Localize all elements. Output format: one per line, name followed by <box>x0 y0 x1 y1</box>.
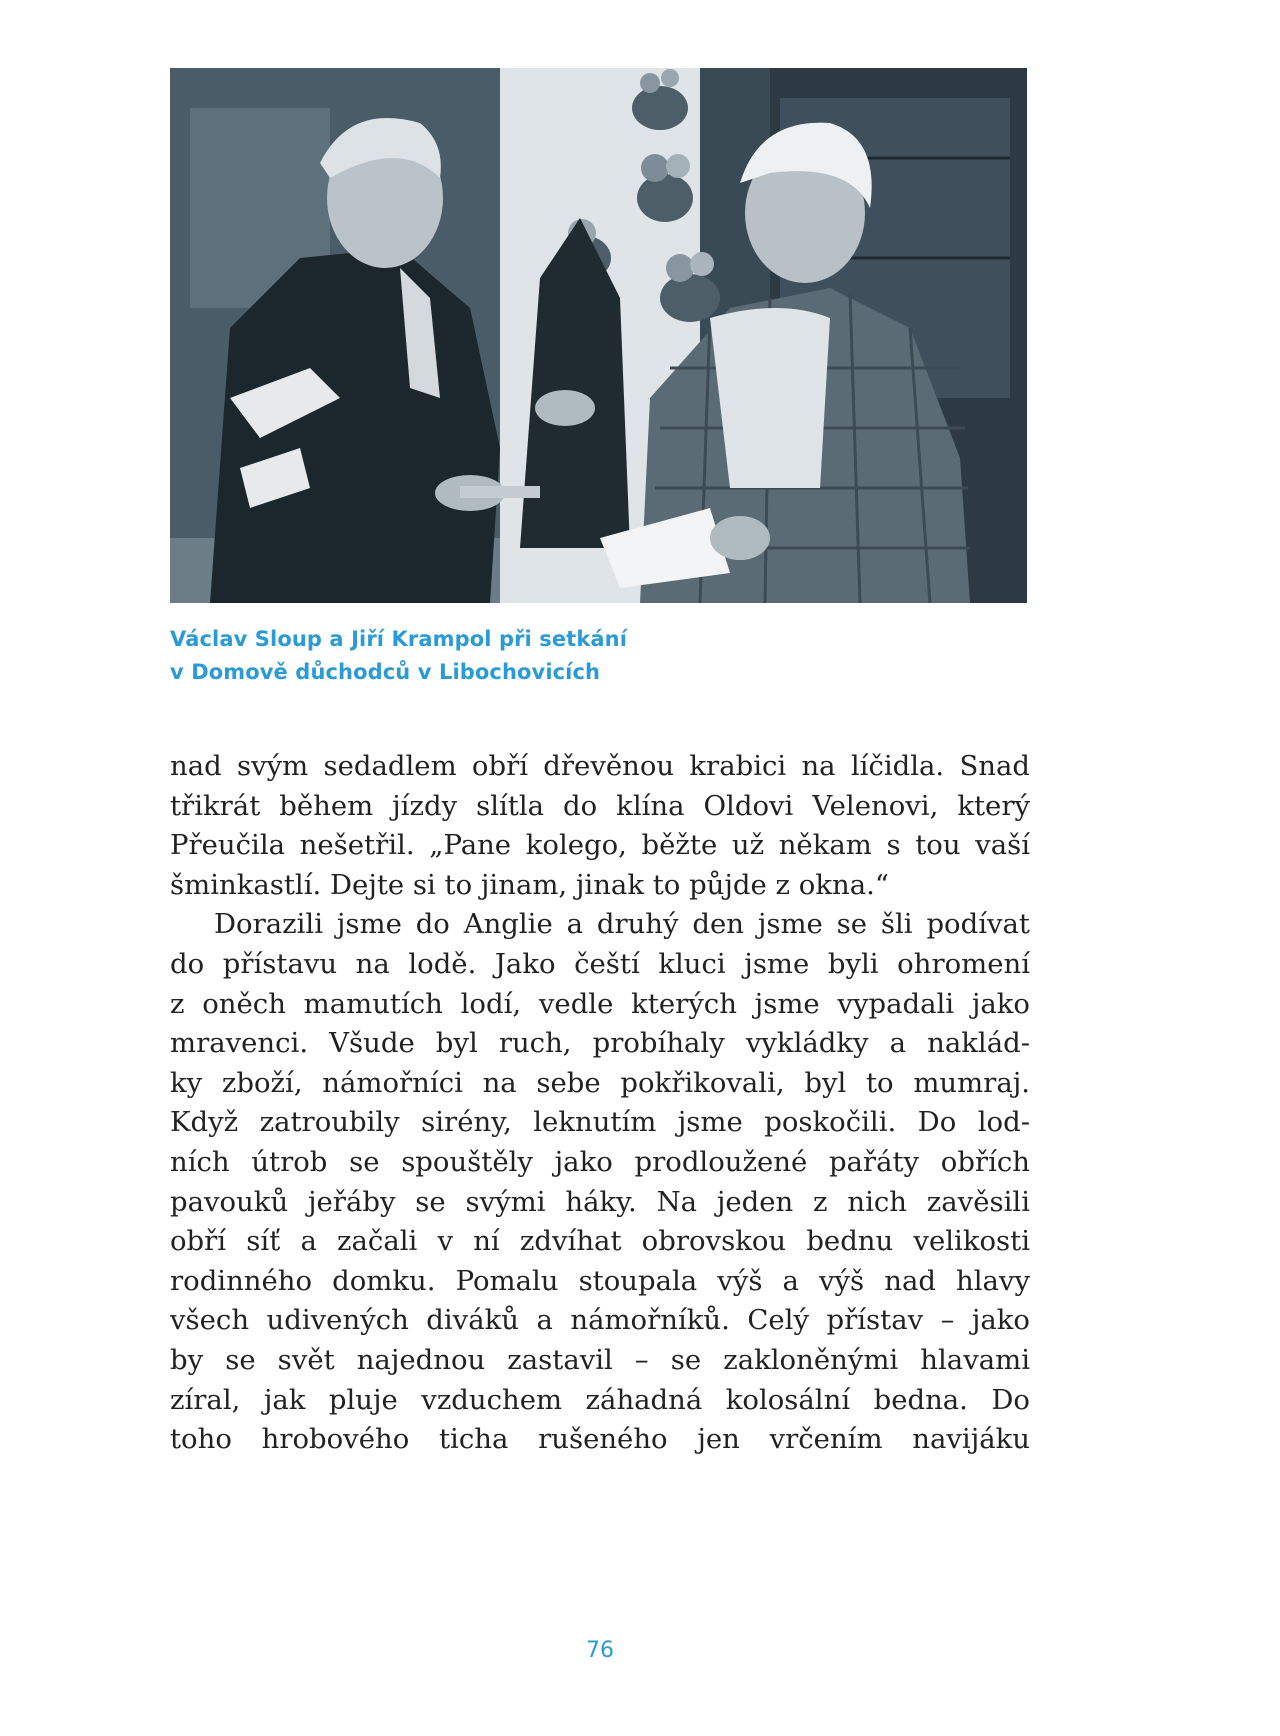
text-line: třikrát během jízdy slítla do klína Oldovi Velenovi, který <box>170 789 1030 822</box>
photo-caption <box>170 623 870 689</box>
text-line: Dorazili jsme do Anglie a druhý den jsme se šli podívat <box>214 908 1030 941</box>
text-line: rodinného domku. Pomalu stoupala výš a výš nad hlavy <box>170 1264 1030 1297</box>
body-text <box>170 747 1030 1460</box>
caption-line: Václav Sloup a Jiří Krampol při setkání <box>170 627 628 651</box>
text-line: do přístavu na lodě. Jako čeští kluci jsme byli ohromení <box>170 947 1030 980</box>
text-line: Přeučila nešetřil. „Pane kolego, běžte už někam s tou vaší <box>170 829 1030 862</box>
text-line: nad svým sedadlem obří dřevěnou krabici na líčidla. Snad <box>170 750 1030 782</box>
text-line: by se svět najednou zastavil – se zakloněnými hlavami <box>170 1343 1030 1376</box>
text-line: obří síť a začali v ní zdvíhat obrovskou bednu velikosti <box>170 1225 1030 1258</box>
photograph <box>170 68 1027 603</box>
page-number: 76 <box>586 1638 614 1663</box>
text-line: Když zatroubily sirény, leknutím jsme poskočili. Do lod- <box>170 1106 1030 1139</box>
text-line: všech udivených diváků a námořníků. Celý přístav – jako <box>170 1304 1030 1337</box>
photograph-icon <box>170 68 1027 603</box>
caption-line: v Domově důchodců v Libochovicích <box>170 660 601 684</box>
text-line: z oněch mamutích lodí, vedle kterých jsme vypadali jako <box>170 987 1030 1020</box>
text-line: zíral, jak pluje vzduchem záhadná kolosální bedna. Do <box>170 1383 1030 1416</box>
text-line: ky zboží, námořníci na sebe pokřikovali, byl to mumraj. <box>170 1066 1030 1099</box>
text-line: šminkastlí. Dejte si to jinam, jinak to půjde z okna.“ <box>170 868 889 901</box>
text-line: pavouků jeřáby se svými háky. Na jeden z nich zavěsili <box>170 1185 1030 1218</box>
text-line: toho hrobového ticha rušeného jen vrčením navijáku <box>170 1423 1030 1456</box>
text-line: ních útrob se spouštěly jako prodloužené pařáty obřích <box>170 1145 1030 1178</box>
text-line: mravenci. Všude byl ruch, probíhaly vykládky a naklád- <box>170 1027 1030 1060</box>
